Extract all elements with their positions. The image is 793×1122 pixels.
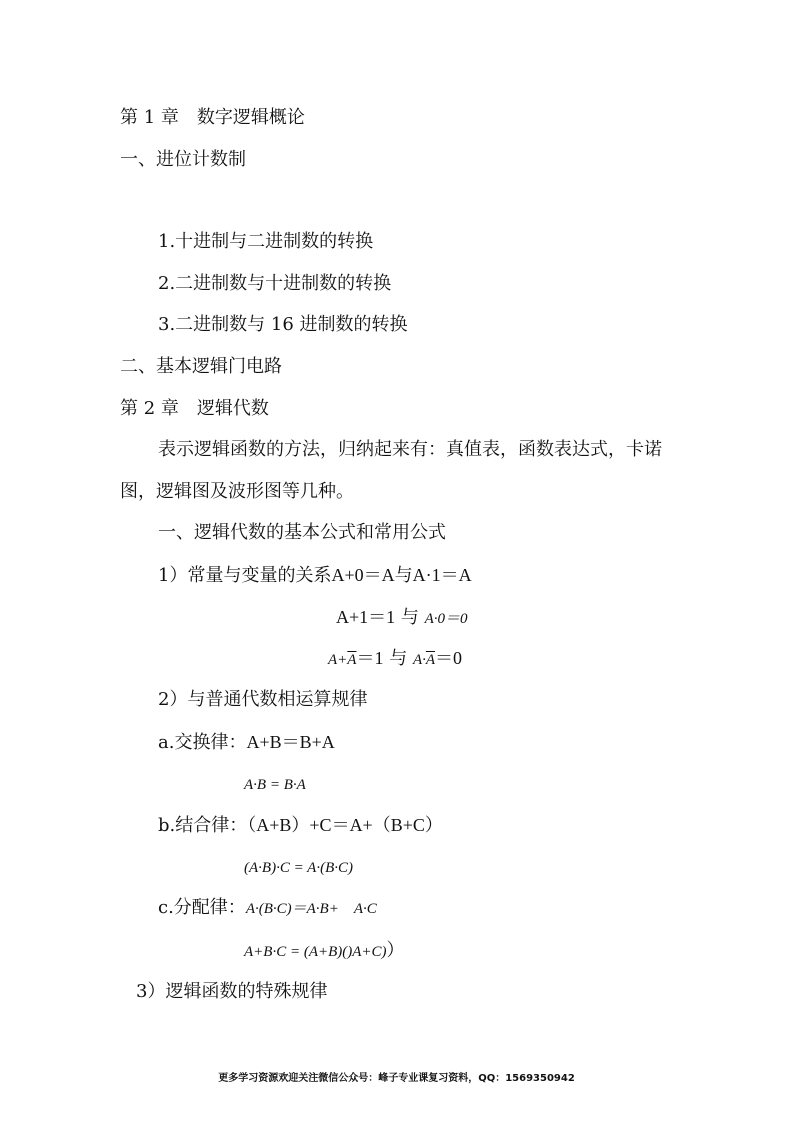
formula-line — [328, 646, 462, 672]
list-item: 1.十进制与二进制数的转换 — [158, 231, 374, 252]
rule1-line — [158, 563, 472, 588]
commutative-law — [158, 730, 335, 755]
formula: A+0＝A — [331, 565, 395, 585]
paragraph-line: 表示逻辑函数的方法，归纳起来有：真值表，函数表达式，卡诺 — [158, 439, 662, 460]
list-item: 3.二进制数与 16 进制数的转换 — [158, 314, 408, 335]
distributive-law — [158, 896, 377, 921]
page-footer: 更多学习资源欢迎关注微信公众号：峰子专业课复习资料，QQ：1569350942 — [218, 1073, 575, 1084]
rule3-label: 3）逻辑函数的特殊规律 — [136, 981, 328, 1002]
formula: （A+B）+C＝A+（B+C） — [247, 815, 443, 835]
subsection-heading: 一、逻辑代数的基本公式和常用公式 — [158, 522, 446, 543]
formula: (A·B)·C = A·(B·C) — [244, 860, 353, 876]
formula-overline: $\overline{A}$ — [347, 652, 357, 668]
formula: A·1＝A — [412, 565, 472, 585]
law-label: c.分配律： — [158, 897, 246, 918]
formula-line — [244, 772, 306, 797]
associative-law — [158, 813, 443, 838]
list-item: 2.二进制数与十进制数的转换 — [158, 273, 392, 294]
formula: A+B＝B+A — [246, 732, 335, 752]
chapter-1-title: 第 1 章 数字逻辑概论 — [120, 107, 305, 128]
law-label: b.结合律： — [158, 815, 248, 836]
section-heading-logic-gates: 二、基本逻辑门电路 — [120, 356, 282, 377]
rule-label: 1）常量与变量的关系 — [158, 565, 332, 586]
formula: ＝0 — [435, 648, 463, 668]
formula-line — [336, 605, 468, 631]
chapter-2-title: 第 2 章 逻辑代数 — [120, 398, 269, 419]
formula: A+B·C = (A+B)()A+C) — [244, 944, 387, 960]
formula: A·B = B·A — [244, 777, 306, 793]
conjunction: 与 — [394, 565, 413, 586]
paragraph-line: 图，逻辑图及波形图等几种。 — [120, 481, 354, 502]
formula: A+ — [328, 652, 348, 668]
formula: A·(B·C)＝A·B+ A·C — [245, 901, 377, 917]
section-heading-number-systems: 一、进位计数制 — [120, 149, 246, 170]
formula: A·0＝0 — [424, 611, 468, 627]
conjunction: 与 — [400, 607, 419, 628]
formula: A+1＝1 — [336, 607, 396, 627]
formula-overline: $\overline{A}$ — [425, 652, 436, 668]
formula-line — [244, 855, 353, 880]
formula: ＝1 — [356, 648, 384, 668]
formula: ） — [386, 940, 405, 960]
conjunction: 与 — [389, 648, 408, 669]
formula-line — [244, 938, 405, 964]
rule2-label: 2）与普通代数相运算规律 — [158, 689, 368, 710]
law-label: a.交换律： — [158, 732, 247, 753]
formula: A· — [412, 652, 426, 668]
